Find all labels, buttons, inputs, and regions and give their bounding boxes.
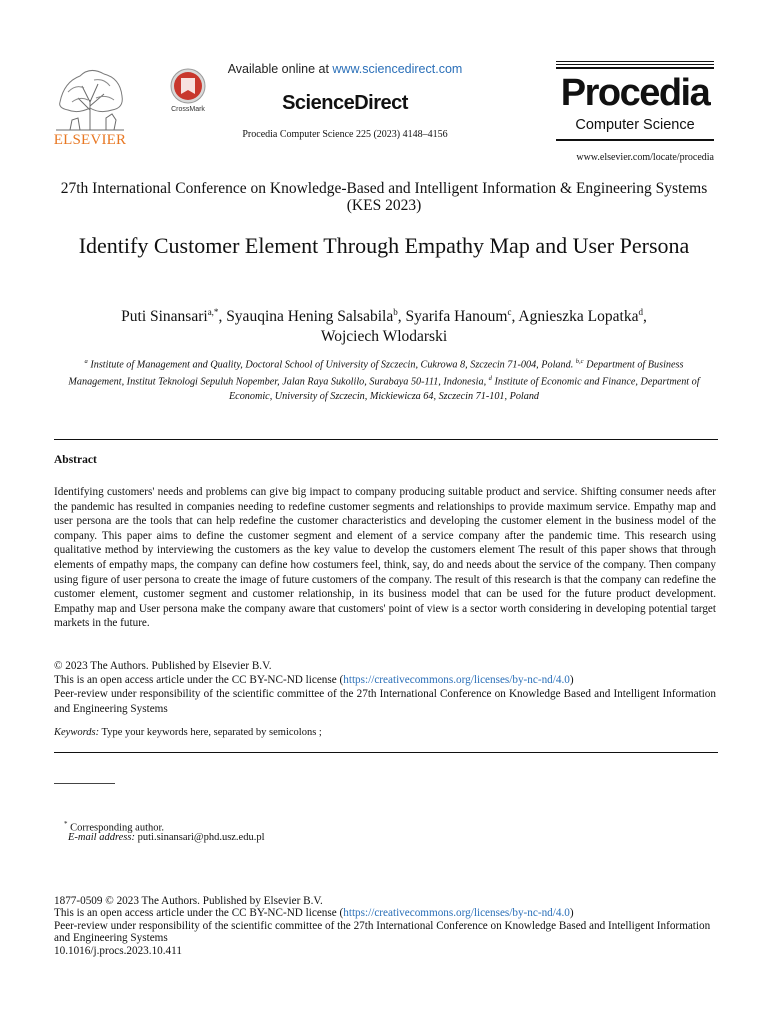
journal-url-link[interactable]: www.elsevier.com/locate/procedia — [576, 152, 714, 163]
keywords-text: Type your keywords here, separated by semicolons ; — [99, 727, 322, 738]
issn-line: 1877-0509 © 2023 The Authors. Published by Elsevier B.V. — [54, 895, 323, 907]
author-list — [54, 302, 714, 347]
available-online-line — [200, 62, 490, 76]
elsevier-wordmark: ELSEVIER — [53, 132, 127, 148]
footnote-divider — [54, 783, 115, 784]
procedia-top-rules — [556, 61, 714, 71]
author-affiliation-mark: c — [507, 307, 512, 317]
abstract-body: Identifying customers' needs and problems can give big impact to company producing suitable product and service. Shifting consumer needs after the pandemic has resulted in companies needing to redefine customer segments and relationships to provide maximum service. Empathy map and user persona are the tools that can help redefine the customer characteristics and developing the customer element in the business model of the company. This paper aims to define the customer segment and element of a service company after the pandemic time. This research using qualitative method by interviewing the customers as the key value to develop the customers element The result of this paper shows that through elements of empathy maps, the company can define how costumers feel, think, say, do and needs about the service of the company. Then company using figure of user persona to create the image of future customers of the company. The result of this research is that the company can redefine the customer element, customer segment and customer relationship, in its business model that can be used for the future product development. Empathy map and User persona make the company aware that customers' point of view is a sector worth considering in developing potential target markets in the future. — [54, 486, 716, 630]
procedia-logo — [556, 61, 714, 145]
keywords-label: Keywords: — [54, 727, 100, 738]
email-address[interactable]: puti.sinansari@phd.usz.edu.pl — [134, 832, 265, 843]
affiliation-text: Department of Business Management, Institut Teknologi Sepuluh Nopember, Jalan Raya Sukolilo, Surabaya 50-111, Indonesia, — [68, 359, 684, 388]
author-separator: , — [218, 308, 227, 326]
copyright-block — [54, 659, 716, 716]
peer-review-statement: Peer-review under responsibility of the scientific committee of the 27th International Conference on Knowledge Based and Intelligent Information and Engineering Systems — [54, 688, 716, 715]
license-suffix: ) — [569, 674, 574, 687]
sciencedirect-link[interactable]: www.sciencedirect.com — [332, 62, 463, 76]
author-affiliation-mark: a,* — [207, 307, 219, 317]
author-separator: , — [511, 308, 519, 326]
elsevier-logo — [50, 62, 130, 148]
author-affiliation-mark: b — [393, 307, 398, 317]
affiliations — [60, 355, 708, 404]
procedia-bottom-rule — [556, 139, 714, 141]
affiliation-text: Institute of Management and Quality, Doctoral School of University of Szczecin, Cukrowa 8, Szczecin 71-004, Poland. — [87, 359, 574, 371]
author-separator: , — [397, 308, 406, 326]
affiliation-mark: d — [488, 375, 492, 383]
license-link[interactable]: https://creativecommons.org/licenses/by-nc-nd/4.0 — [343, 674, 570, 687]
abstract-heading: Abstract — [54, 454, 97, 466]
procedia-wordmark: Procedia — [560, 72, 710, 114]
corresponding-mark: * — [64, 820, 68, 828]
license-line — [54, 673, 716, 687]
footer-license-prefix: This is an open access article under the CC BY-NC-ND license ( — [54, 907, 344, 920]
crossmark-label: CrossMark — [171, 106, 205, 113]
corresponding-text: Corresponding author. — [67, 822, 165, 834]
doi-line[interactable]: 10.1016/j.procs.2023.10.411 — [54, 944, 182, 957]
footer-license-suffix: ) — [569, 907, 574, 920]
keywords-line — [54, 727, 716, 738]
footer-license-link[interactable]: https://creativecommons.org/licenses/by-nc-nd/4.0 — [343, 907, 570, 920]
author-name: Puti Sinansari — [121, 308, 208, 326]
license-prefix: This is an open access article under the CC BY-NC-ND license ( — [54, 674, 344, 687]
email-label: E-mail address: — [68, 832, 135, 843]
author-name: Wojciech Wlodarski — [320, 328, 448, 346]
abstract-bottom-divider — [54, 752, 718, 753]
affiliation-mark: a — [84, 358, 88, 365]
footer-peer-review: Peer-review under responsibility of the scientific committee of the 27th International Conference on Knowledge Based and Intelligent Information and Engineering Systems — [54, 919, 711, 945]
procedia-subtitle: Computer Science — [575, 117, 695, 133]
available-online-prefix: Available online at — [227, 62, 329, 76]
sciencedirect-wordmark: ScienceDirect — [282, 92, 408, 114]
page-footer — [54, 895, 716, 957]
paper-title: Identify Customer Element Through Empathy Map and User Persona — [78, 233, 690, 258]
author-separator: , — [642, 308, 647, 326]
email-note — [68, 832, 668, 843]
conference-name: 27th International Conference on Knowledge-Based and Intelligent Information & Engineering Systems (KES 2023) — [60, 180, 708, 214]
elsevier-tree-icon — [50, 62, 130, 132]
author-name: Syauqina Hening Salsabila — [226, 308, 394, 326]
abstract-top-divider — [54, 439, 718, 440]
author-name: Syarifa Hanoum — [405, 308, 508, 326]
author-affiliation-mark: d — [638, 307, 643, 317]
journal-reference: Procedia Computer Science 225 (2023) 4148–4156 — [242, 129, 448, 140]
author-name: Agnieszka Lopatka — [518, 308, 639, 326]
footer-license-line — [54, 907, 716, 919]
copyright-line: © 2023 The Authors. Published by Elsevier B.V. — [54, 660, 272, 672]
affiliation-text: Institute of Economic and Finance, Department of Economic, University of Szczecin, Mickiewicza 64, Szczecin 71-101, Poland — [228, 376, 700, 402]
affiliation-mark: b,c — [575, 358, 584, 365]
